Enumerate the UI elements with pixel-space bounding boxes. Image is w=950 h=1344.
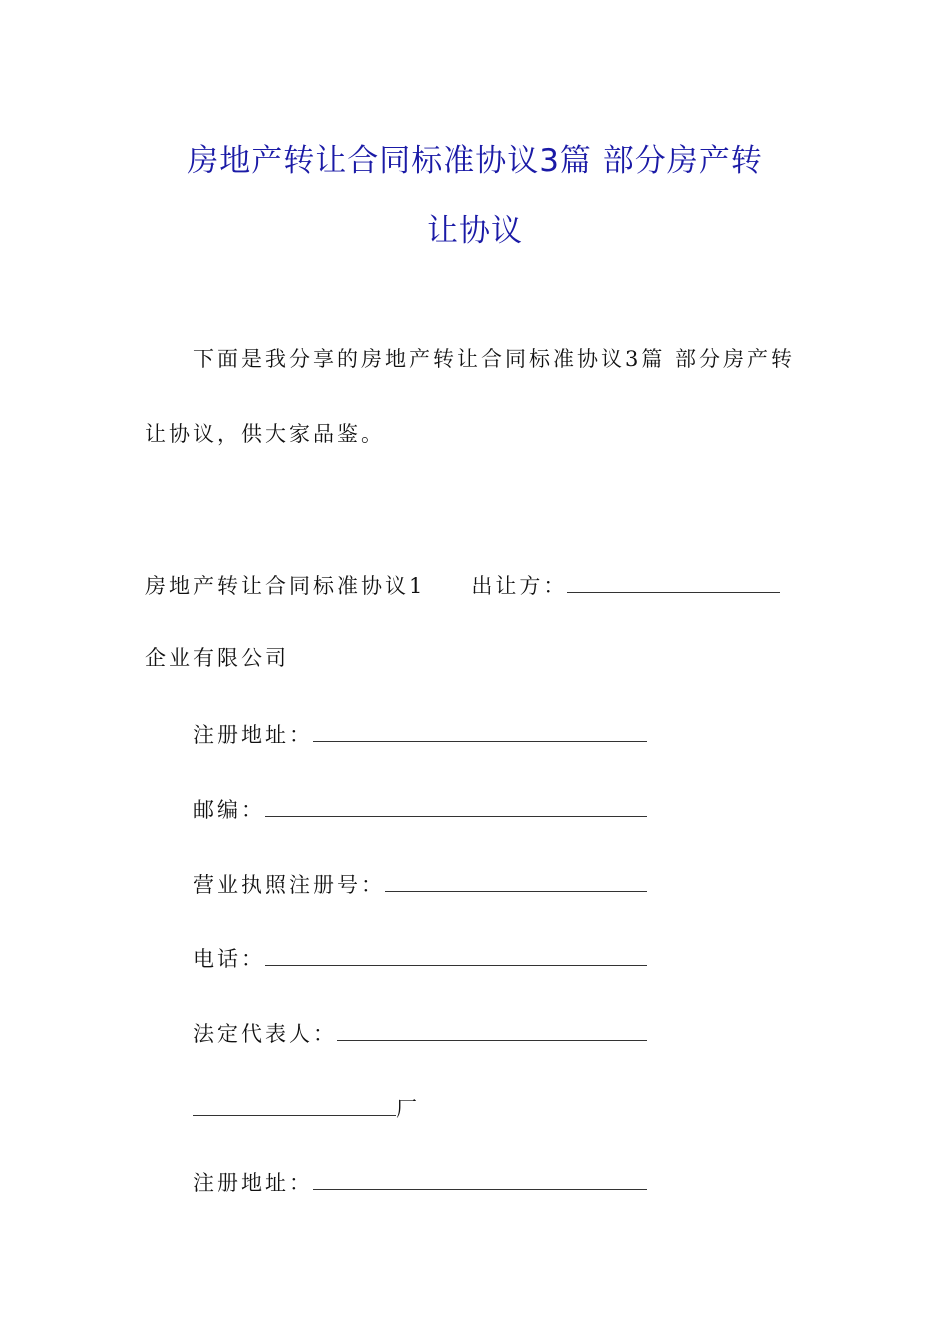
section-heading: 房地产转让合同标准协议1 [145,574,426,598]
reg-address-label-2: 注册地址： [193,1171,313,1195]
document-title-line-1: 房地产转让合同标准协议3篇 部分房产转 [187,143,763,179]
business-license-row [193,873,647,896]
reg-address-blank[interactable] [313,723,647,742]
intro-line-2: 让协议，供大家品鉴。 [145,422,385,446]
postcode-row [193,798,647,821]
legal-rep-label: 法定代表人： [193,1022,337,1046]
reg-address-row [193,723,647,746]
document-title-line-2: 让协议 [427,213,523,249]
business-license-blank[interactable] [385,873,647,892]
postcode-label: 邮编： [193,798,265,822]
phone-label: 电话： [193,947,265,971]
factory-blank[interactable] [193,1097,396,1116]
factory-row [193,1097,420,1120]
transferor-blank[interactable] [567,574,780,593]
business-license-label: 营业执照注册号： [193,873,385,897]
transferor-row [145,574,780,597]
transferor-label: 出让方： [471,574,568,598]
intro-line-1: 下面是我分享的房地产转让合同标准协议3篇 部分房产转 [193,347,796,371]
legal-rep-blank[interactable] [337,1022,647,1041]
reg-address-blank-2[interactable] [313,1171,647,1190]
legal-rep-row [193,1022,647,1045]
reg-address-label: 注册地址： [193,723,313,747]
reg-address-row-2 [193,1171,647,1194]
postcode-blank[interactable] [265,798,647,817]
phone-row [193,947,647,970]
phone-blank[interactable] [265,947,647,966]
factory-suffix: 厂 [396,1097,420,1121]
company-suffix: 企业有限公司 [145,646,289,670]
